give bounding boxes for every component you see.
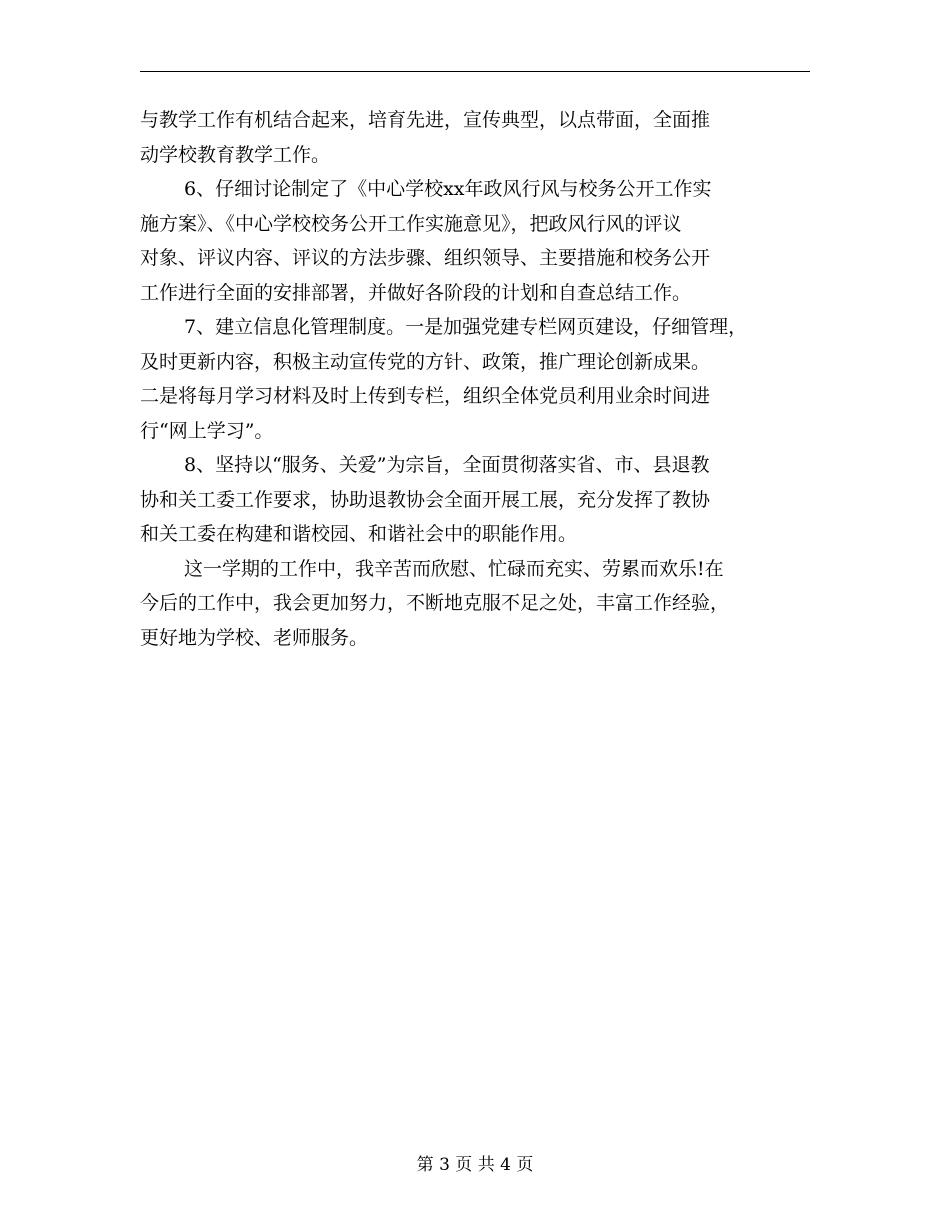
text-line: 更好地为学校、老师服务。 xyxy=(140,626,369,649)
page-number-footer: 第 3 页 共 4 页 xyxy=(416,1155,534,1175)
text-line: 这一学期的工作中，我辛苦而欣慰、忙碌而充实、劳累而欢乐!在 xyxy=(184,557,724,580)
text-line: 对象、评议内容、评议的方法步骤、组织领导、主要措施和校务公开 xyxy=(140,247,711,269)
text-line: 与教学工作有机结合起来，培育先进，宣传典型，以点带面，全面推 xyxy=(140,109,711,131)
text-line: 7、建立信息化管理制度。一是加强党建专栏网页建设，仔细管理， xyxy=(184,316,748,338)
text-line: 工作进行全面的安排部署，并做好各阶段的计划和自查总结工作。 xyxy=(140,281,692,304)
text-line: 施方案》、《中心学校校务公开工作实施意见》，把政风行风的评议 xyxy=(140,212,682,235)
text-line: 6、仔细讨论制定了《中心学校xx年政风行风与校务公开工作实 xyxy=(184,178,712,200)
text-line: 和关工委在构建和谐校园、和谐社会中的职能作用。 xyxy=(140,523,578,545)
text-line: 二是将每月学习材料及时上传到专栏，组织全体党员利用业余时间进 xyxy=(140,385,711,407)
document-body xyxy=(140,103,812,655)
text-line: 及时更新内容，积极主动宣传党的方针、政策，推广理论创新成果。 xyxy=(140,350,711,373)
text-line: 今后的工作中，我会更加努力，不断地克服不足之处，丰富工作经验， xyxy=(140,592,730,614)
text-line: 协和关工委工作要求，协助退教协会全面开展工展，充分发挥了教协 xyxy=(140,488,711,511)
text-line: 行“网上学习”。 xyxy=(140,419,274,442)
text-line: 动学校教育教学工作。 xyxy=(140,143,331,166)
header-rule xyxy=(140,71,810,72)
text-line: 8、坚持以“服务、关爱”为宗旨，全面贯彻落实省、市、县退教 xyxy=(184,454,710,476)
